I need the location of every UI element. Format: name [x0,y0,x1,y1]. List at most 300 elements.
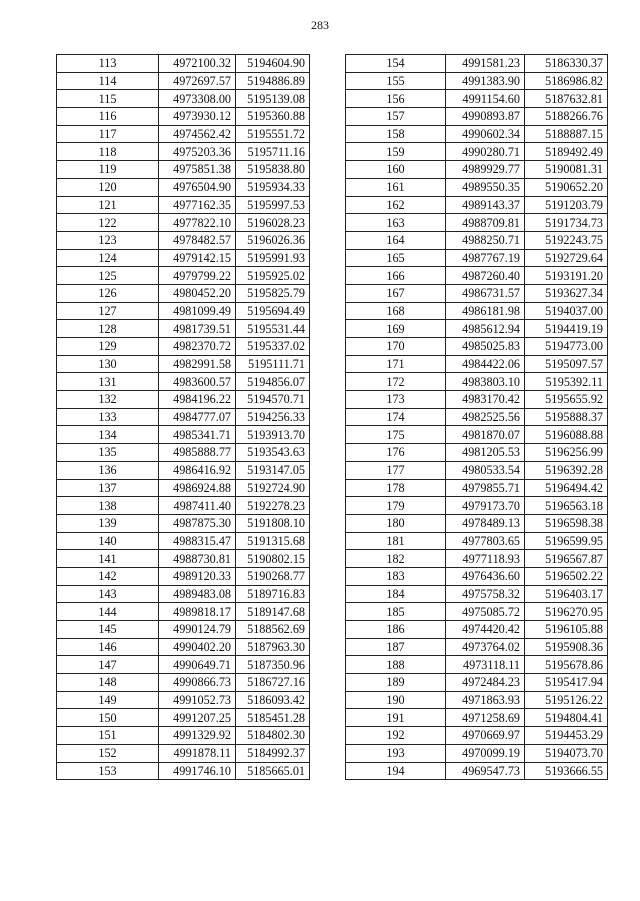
y-coordinate-cell: 5195997.53 [236,196,310,214]
x-coordinate-cell: 4971863.93 [446,691,525,709]
table-row [57,497,310,515]
y-coordinate-cell: 5193913.70 [236,426,310,444]
table-row [57,762,310,780]
table-row [57,408,310,426]
y-coordinate-cell: 5193191.20 [525,267,608,285]
point-number-cell: 122 [57,214,159,232]
table-row [346,284,608,302]
point-number-cell: 175 [346,426,446,444]
table-row [346,444,608,462]
y-coordinate-cell: 5190081.31 [525,161,608,179]
point-number-cell: 142 [57,567,159,585]
table-row [57,461,310,479]
y-coordinate-cell: 5195551.72 [236,125,310,143]
y-coordinate-cell: 5184802.30 [236,727,310,745]
x-coordinate-cell: 4972697.57 [159,72,236,90]
x-coordinate-cell: 4989483.08 [159,585,236,603]
y-coordinate-cell: 5195838.80 [236,161,310,179]
table-row [346,479,608,497]
point-number-cell: 124 [57,249,159,267]
point-number-cell: 173 [346,391,446,409]
x-coordinate-cell: 4990124.79 [159,621,236,639]
y-coordinate-cell: 5188266.76 [525,108,608,126]
point-number-cell: 182 [346,550,446,568]
x-coordinate-cell: 4986731.57 [446,284,525,302]
x-coordinate-cell: 4969547.73 [446,762,525,780]
x-coordinate-cell: 4978482.57 [159,231,236,249]
table-row [57,55,310,73]
x-coordinate-cell: 4981099.49 [159,302,236,320]
table-row [57,355,310,373]
table-row [57,90,310,108]
y-coordinate-cell: 5194886.89 [236,72,310,90]
y-coordinate-cell: 5195097.57 [525,355,608,373]
y-coordinate-cell: 5195888.37 [525,408,608,426]
x-coordinate-cell: 4980452.20 [159,284,236,302]
table-row [57,267,310,285]
point-number-cell: 117 [57,125,159,143]
y-coordinate-cell: 5196028.23 [236,214,310,232]
point-number-cell: 184 [346,585,446,603]
point-number-cell: 180 [346,514,446,532]
point-number-cell: 194 [346,762,446,780]
point-number-cell: 178 [346,479,446,497]
table-row [346,249,608,267]
point-number-cell: 131 [57,373,159,391]
y-coordinate-cell: 5194773.00 [525,338,608,356]
table-row [346,355,608,373]
x-coordinate-cell: 4982525.56 [446,408,525,426]
point-number-cell: 139 [57,514,159,532]
point-number-cell: 192 [346,727,446,745]
point-number-cell: 156 [346,90,446,108]
table-row [57,214,310,232]
table-row [57,178,310,196]
table-row [57,532,310,550]
table-row [57,108,310,126]
y-coordinate-cell: 5186093.42 [236,691,310,709]
table-row [346,178,608,196]
y-coordinate-cell: 5185665.01 [236,762,310,780]
y-coordinate-cell: 5195417.94 [525,674,608,692]
x-coordinate-cell: 4975758.32 [446,585,525,603]
y-coordinate-cell: 5194856.07 [236,373,310,391]
y-coordinate-cell: 5193666.55 [525,762,608,780]
y-coordinate-cell: 5193543.63 [236,444,310,462]
y-coordinate-cell: 5194453.29 [525,727,608,745]
point-number-cell: 113 [57,55,159,73]
y-coordinate-cell: 5195392.11 [525,373,608,391]
x-coordinate-cell: 4989120.33 [159,567,236,585]
y-coordinate-cell: 5191734.73 [525,214,608,232]
table-row [57,621,310,639]
point-number-cell: 123 [57,231,159,249]
x-coordinate-cell: 4980533.54 [446,461,525,479]
point-number-cell: 144 [57,603,159,621]
x-coordinate-cell: 4974420.42 [446,621,525,639]
x-coordinate-cell: 4991746.10 [159,762,236,780]
x-coordinate-cell: 4988709.81 [446,214,525,232]
x-coordinate-cell: 4984777.07 [159,408,236,426]
point-number-cell: 172 [346,373,446,391]
point-number-cell: 179 [346,497,446,515]
table-row [57,143,310,161]
table-row [346,426,608,444]
point-number-cell: 141 [57,550,159,568]
y-coordinate-cell: 5195337.02 [236,338,310,356]
y-coordinate-cell: 5195711.16 [236,143,310,161]
point-number-cell: 181 [346,532,446,550]
y-coordinate-cell: 5195908.36 [525,638,608,656]
table-row [346,231,608,249]
coordinate-table-right [345,54,608,780]
table-row [57,161,310,179]
point-number-cell: 129 [57,338,159,356]
point-number-cell: 114 [57,72,159,90]
y-coordinate-cell: 5187632.81 [525,90,608,108]
table-row [57,479,310,497]
point-number-cell: 155 [346,72,446,90]
x-coordinate-cell: 4976436.60 [446,567,525,585]
x-coordinate-cell: 4981870.07 [446,426,525,444]
x-coordinate-cell: 4975851.38 [159,161,236,179]
x-coordinate-cell: 4978489.13 [446,514,525,532]
table-row [57,638,310,656]
point-number-cell: 147 [57,656,159,674]
x-coordinate-cell: 4981739.51 [159,320,236,338]
point-number-cell: 190 [346,691,446,709]
y-coordinate-cell: 5195925.02 [236,267,310,285]
table-row [346,461,608,479]
point-number-cell: 143 [57,585,159,603]
point-number-cell: 138 [57,497,159,515]
table-row [57,231,310,249]
x-coordinate-cell: 4977162.35 [159,196,236,214]
y-coordinate-cell: 5188562.69 [236,621,310,639]
x-coordinate-cell: 4982370.72 [159,338,236,356]
table-row [346,638,608,656]
x-coordinate-cell: 4977803.65 [446,532,525,550]
table-row [57,727,310,745]
y-coordinate-cell: 5194604.90 [236,55,310,73]
coordinate-table-left-body [57,55,310,780]
x-coordinate-cell: 4977822.10 [159,214,236,232]
table-row [346,320,608,338]
table-row [346,125,608,143]
table-row [346,214,608,232]
x-coordinate-cell: 4972100.32 [159,55,236,73]
x-coordinate-cell: 4971258.69 [446,709,525,727]
table-row [346,621,608,639]
table-row [57,196,310,214]
x-coordinate-cell: 4976504.90 [159,178,236,196]
table-row [346,656,608,674]
x-coordinate-cell: 4979855.71 [446,479,525,497]
y-coordinate-cell: 5196256.99 [525,444,608,462]
point-number-cell: 146 [57,638,159,656]
y-coordinate-cell: 5187350.96 [236,656,310,674]
table-row [346,90,608,108]
table-row [346,55,608,73]
x-coordinate-cell: 4991878.11 [159,744,236,762]
point-number-cell: 130 [57,355,159,373]
y-coordinate-cell: 5185451.28 [236,709,310,727]
point-number-cell: 158 [346,125,446,143]
y-coordinate-cell: 5184992.37 [236,744,310,762]
y-coordinate-cell: 5191203.79 [525,196,608,214]
y-coordinate-cell: 5196088.88 [525,426,608,444]
coordinate-table-left [56,54,310,780]
table-row [346,373,608,391]
y-coordinate-cell: 5196494.42 [525,479,608,497]
y-coordinate-cell: 5196598.38 [525,514,608,532]
point-number-cell: 170 [346,338,446,356]
point-number-cell: 188 [346,656,446,674]
table-row [57,585,310,603]
point-number-cell: 152 [57,744,159,762]
point-number-cell: 145 [57,621,159,639]
table-row [57,338,310,356]
table-row [57,426,310,444]
table-row [346,338,608,356]
point-number-cell: 191 [346,709,446,727]
point-number-cell: 169 [346,320,446,338]
y-coordinate-cell: 5195694.49 [236,302,310,320]
y-coordinate-cell: 5195126.22 [525,691,608,709]
x-coordinate-cell: 4986416.92 [159,461,236,479]
point-number-cell: 128 [57,320,159,338]
point-number-cell: 163 [346,214,446,232]
table-row [57,550,310,568]
y-coordinate-cell: 5195991.93 [236,249,310,267]
y-coordinate-cell: 5196270.95 [525,603,608,621]
point-number-cell: 149 [57,691,159,709]
y-coordinate-cell: 5196392.28 [525,461,608,479]
point-number-cell: 162 [346,196,446,214]
point-number-cell: 160 [346,161,446,179]
table-row [57,444,310,462]
x-coordinate-cell: 4986181.98 [446,302,525,320]
coordinate-table-right-body [346,55,608,780]
table-row [346,408,608,426]
x-coordinate-cell: 4979173.70 [446,497,525,515]
point-number-cell: 187 [346,638,446,656]
x-coordinate-cell: 4984422.06 [446,355,525,373]
table-row [346,550,608,568]
table-row [346,603,608,621]
x-coordinate-cell: 4977118.93 [446,550,525,568]
y-coordinate-cell: 5189147.68 [236,603,310,621]
x-coordinate-cell: 4988315.47 [159,532,236,550]
point-number-cell: 151 [57,727,159,745]
x-coordinate-cell: 4990893.87 [446,108,525,126]
y-coordinate-cell: 5194073.70 [525,744,608,762]
point-number-cell: 167 [346,284,446,302]
table-row [57,691,310,709]
x-coordinate-cell: 4973308.00 [159,90,236,108]
x-coordinate-cell: 4990866.73 [159,674,236,692]
point-number-cell: 119 [57,161,159,179]
y-coordinate-cell: 5196403.17 [525,585,608,603]
table-row [57,320,310,338]
table-row [346,108,608,126]
table-row [346,143,608,161]
point-number-cell: 133 [57,408,159,426]
point-number-cell: 183 [346,567,446,585]
table-row [57,567,310,585]
y-coordinate-cell: 5195111.71 [236,355,310,373]
point-number-cell: 121 [57,196,159,214]
x-coordinate-cell: 4975203.36 [159,143,236,161]
y-coordinate-cell: 5196599.95 [525,532,608,550]
x-coordinate-cell: 4972484.23 [446,674,525,692]
x-coordinate-cell: 4983803.10 [446,373,525,391]
table-row [57,744,310,762]
point-number-cell: 159 [346,143,446,161]
x-coordinate-cell: 4989929.77 [446,161,525,179]
y-coordinate-cell: 5195934.33 [236,178,310,196]
point-number-cell: 134 [57,426,159,444]
y-coordinate-cell: 5194570.71 [236,391,310,409]
y-coordinate-cell: 5189492.49 [525,143,608,161]
x-coordinate-cell: 4991207.25 [159,709,236,727]
table-row [346,497,608,515]
point-number-cell: 168 [346,302,446,320]
y-coordinate-cell: 5191808.10 [236,514,310,532]
x-coordinate-cell: 4975085.72 [446,603,525,621]
table-row [57,391,310,409]
x-coordinate-cell: 4981205.53 [446,444,525,462]
x-coordinate-cell: 4985612.94 [446,320,525,338]
table-row [57,603,310,621]
y-coordinate-cell: 5193627.34 [525,284,608,302]
y-coordinate-cell: 5186330.37 [525,55,608,73]
table-row [346,709,608,727]
x-coordinate-cell: 4970669.97 [446,727,525,745]
x-coordinate-cell: 4984196.22 [159,391,236,409]
point-number-cell: 186 [346,621,446,639]
x-coordinate-cell: 4979142.15 [159,249,236,267]
x-coordinate-cell: 4986924.88 [159,479,236,497]
y-coordinate-cell: 5186986.82 [525,72,608,90]
y-coordinate-cell: 5188887.15 [525,125,608,143]
y-coordinate-cell: 5189716.83 [236,585,310,603]
x-coordinate-cell: 4990649.71 [159,656,236,674]
y-coordinate-cell: 5196026.36 [236,231,310,249]
point-number-cell: 126 [57,284,159,302]
point-number-cell: 140 [57,532,159,550]
x-coordinate-cell: 4988730.81 [159,550,236,568]
table-row [346,691,608,709]
x-coordinate-cell: 4985025.83 [446,338,525,356]
point-number-cell: 185 [346,603,446,621]
point-number-cell: 174 [346,408,446,426]
x-coordinate-cell: 4989818.17 [159,603,236,621]
point-number-cell: 164 [346,231,446,249]
point-number-cell: 125 [57,267,159,285]
table-row [346,744,608,762]
point-number-cell: 153 [57,762,159,780]
y-coordinate-cell: 5195531.44 [236,320,310,338]
point-number-cell: 137 [57,479,159,497]
x-coordinate-cell: 4990402.20 [159,638,236,656]
table-row [346,302,608,320]
table-row [346,72,608,90]
x-coordinate-cell: 4988250.71 [446,231,525,249]
x-coordinate-cell: 4973764.02 [446,638,525,656]
point-number-cell: 157 [346,108,446,126]
table-row [57,284,310,302]
y-coordinate-cell: 5194037.00 [525,302,608,320]
y-coordinate-cell: 5192724.90 [236,479,310,497]
table-row [346,196,608,214]
x-coordinate-cell: 4983170.42 [446,391,525,409]
point-number-cell: 118 [57,143,159,161]
table-row [346,532,608,550]
point-number-cell: 193 [346,744,446,762]
y-coordinate-cell: 5195825.79 [236,284,310,302]
point-number-cell: 135 [57,444,159,462]
table-row [57,709,310,727]
point-number-cell: 127 [57,302,159,320]
table-row [57,302,310,320]
table-row [346,514,608,532]
y-coordinate-cell: 5196502.22 [525,567,608,585]
table-row [346,674,608,692]
y-coordinate-cell: 5192729.64 [525,249,608,267]
x-coordinate-cell: 4991383.90 [446,72,525,90]
point-number-cell: 154 [346,55,446,73]
y-coordinate-cell: 5191315.68 [236,532,310,550]
point-number-cell: 165 [346,249,446,267]
point-number-cell: 161 [346,178,446,196]
table-row [346,161,608,179]
y-coordinate-cell: 5194804.41 [525,709,608,727]
x-coordinate-cell: 4991329.92 [159,727,236,745]
x-coordinate-cell: 4987260.40 [446,267,525,285]
y-coordinate-cell: 5190652.20 [525,178,608,196]
x-coordinate-cell: 4991154.60 [446,90,525,108]
x-coordinate-cell: 4982991.58 [159,355,236,373]
x-coordinate-cell: 4987411.40 [159,497,236,515]
y-coordinate-cell: 5192278.23 [236,497,310,515]
point-number-cell: 177 [346,461,446,479]
x-coordinate-cell: 4991581.23 [446,55,525,73]
point-number-cell: 166 [346,267,446,285]
x-coordinate-cell: 4989143.37 [446,196,525,214]
x-coordinate-cell: 4970099.19 [446,744,525,762]
y-coordinate-cell: 5194419.19 [525,320,608,338]
point-number-cell: 148 [57,674,159,692]
table-row [57,373,310,391]
point-number-cell: 116 [57,108,159,126]
x-coordinate-cell: 4985888.77 [159,444,236,462]
table-row [57,72,310,90]
table-row [346,391,608,409]
point-number-cell: 136 [57,461,159,479]
x-coordinate-cell: 4990602.34 [446,125,525,143]
y-coordinate-cell: 5193147.05 [236,461,310,479]
table-row [57,674,310,692]
y-coordinate-cell: 5187963.30 [236,638,310,656]
y-coordinate-cell: 5195655.92 [525,391,608,409]
point-number-cell: 115 [57,90,159,108]
x-coordinate-cell: 4974562.42 [159,125,236,143]
point-number-cell: 171 [346,355,446,373]
x-coordinate-cell: 4990280.71 [446,143,525,161]
x-coordinate-cell: 4983600.57 [159,373,236,391]
y-coordinate-cell: 5196105.88 [525,621,608,639]
